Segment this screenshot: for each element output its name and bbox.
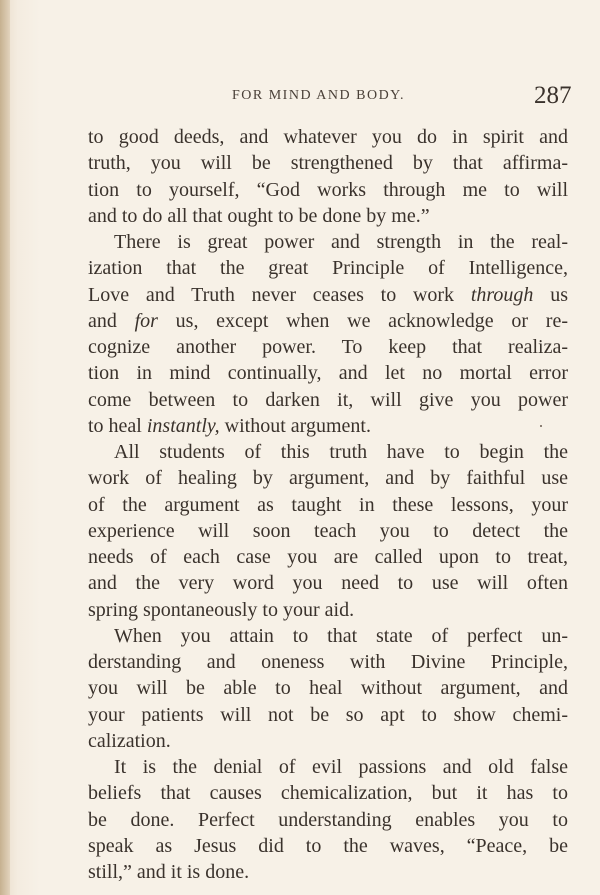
paragraph-first-line: When you attain to that state of perfect un-: [114, 624, 568, 647]
text-line: speak as Jesus did to the waves, “Peace, be: [88, 834, 568, 857]
text-segment: and: [88, 309, 135, 332]
text-line: experience will soon teach you to detect the: [88, 519, 568, 542]
text-line: your patients will not be so apt to show chemi-: [88, 703, 568, 726]
text-segment: us, except when we acknowledge or re-: [157, 309, 568, 332]
italic-emphasis: for: [134, 309, 158, 332]
italic-emphasis: instantly,: [146, 414, 220, 437]
print-speck: [540, 425, 542, 427]
text-segment: to heal: [88, 414, 147, 437]
text-line: ization that the great Principle of Intelligence,: [88, 257, 568, 280]
text-line: truth, you will be strengthened by that affirma-: [88, 152, 568, 175]
paragraph-last-line: [88, 413, 568, 439]
paragraph-last-line: still,” and it is done.: [88, 861, 250, 883]
page-binding-edge: [0, 0, 10, 895]
paragraph-first-line: All students of this truth have to begin the: [114, 441, 568, 463]
text-line: come between to darken it, will give you power: [88, 388, 568, 411]
paragraph-last-line: spring spontaneously to your aid.: [88, 598, 355, 621]
text-line: needs of each case you are called upon to treat,: [88, 546, 568, 568]
text-line: [88, 308, 568, 334]
italic-emphasis: through: [470, 283, 534, 306]
text-segment: Love and Truth never ceases to work: [88, 283, 471, 306]
text-line: you will be able to heal without argument, and: [88, 677, 568, 700]
paragraph-last-line: and to do all that ought to be done by me.”: [88, 204, 430, 227]
text-line: cognize another power. To keep that realiza-: [88, 336, 568, 358]
text-line: derstanding and oneness with Divine Principle,: [88, 651, 568, 673]
text-line: be done. Perfect understanding enables you to: [88, 808, 568, 831]
text-line: to good deeds, and whatever you do in spirit and: [88, 126, 568, 148]
text-line: of the argument as taught in these lessons, your: [88, 493, 568, 516]
page-header: [0, 82, 600, 110]
paragraph-first-line: There is great power and strength in the real-: [114, 231, 568, 253]
paragraph-first-line: It is the denial of evil passions and old false: [114, 756, 568, 778]
text-line: tion in mind continually, and let no mortal error: [88, 362, 568, 385]
running-head: FOR MIND AND BODY.: [232, 88, 405, 103]
body-text: [88, 124, 568, 885]
text-line: work of healing by argument, and by faithful use: [88, 467, 568, 490]
text-line: tion to yourself, “God works through me to will: [88, 178, 568, 201]
text-line: [88, 282, 568, 308]
text-segment: without argument.: [219, 414, 371, 437]
text-line: beliefs that causes chemicalization, but it has to: [88, 782, 568, 805]
paragraph-last-line: calization.: [88, 729, 171, 752]
page-number: 287: [534, 82, 572, 109]
text-line: and the very word you need to use will often: [88, 572, 568, 595]
text-segment: us: [533, 283, 568, 306]
